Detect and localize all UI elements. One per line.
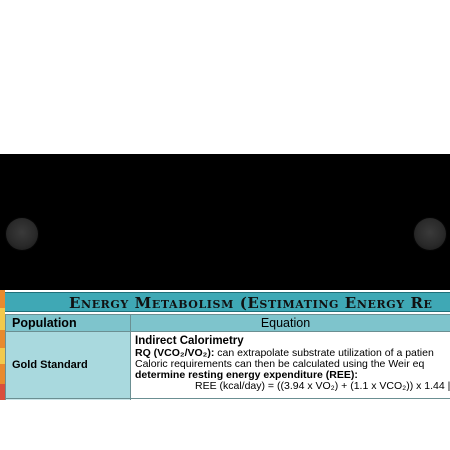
left-nav-circle-icon[interactable] xyxy=(6,218,38,250)
document-slide xyxy=(0,290,450,400)
equation-cell xyxy=(131,332,450,399)
population-cell: Gold Standard xyxy=(6,332,131,399)
ree-intro-line: determine resting energy expenditure (REE): xyxy=(135,369,358,381)
energy-table xyxy=(5,314,450,400)
rq-text: can extrapolate substrate utilization of a patien xyxy=(214,347,434,359)
page-title: Energy Metabolism (Estimating Energy Re xyxy=(5,292,450,312)
header-population: Population xyxy=(6,315,131,332)
video-black-band xyxy=(0,154,450,290)
header-equation-label: Equation xyxy=(260,316,311,330)
header-equation xyxy=(131,315,450,332)
table-header-row xyxy=(6,315,450,332)
table-row-partial xyxy=(6,399,450,401)
next-equation-cell xyxy=(131,399,450,401)
weir-line: Caloric requirements can then be calculated using the Weir eq xyxy=(135,358,425,370)
method-title: Indirect Calorimetry xyxy=(135,335,244,347)
table-row xyxy=(6,332,450,399)
ree-formula: REE (kcal/day) = ((3.94 x VO₂) + (1.1 x VCO₂)) x 1.44 | xyxy=(195,380,450,392)
right-nav-circle-icon[interactable] xyxy=(414,218,446,250)
rq-label: RQ (VCO₂/VO₂): xyxy=(135,347,215,359)
next-population-cell xyxy=(6,399,131,401)
